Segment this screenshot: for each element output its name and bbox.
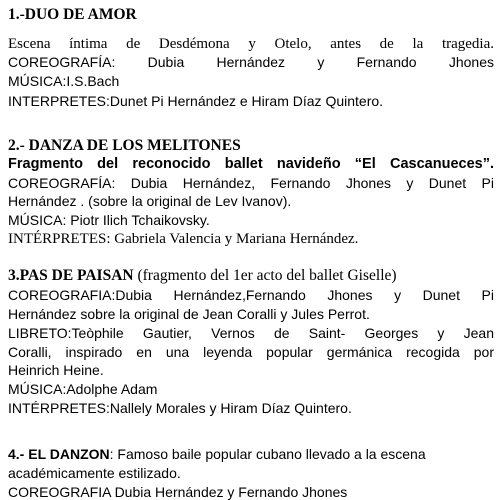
section-2-choreography: COREOGRAFÍA: Dubia Hernández, Fernando Jhones y Dunet Pi <box>8 175 494 191</box>
section-3-libretto-cont: Coralli, inspirado en una leyenda popular germánica recogida por <box>8 344 494 360</box>
section-3-choreography-cont: Hernández sobre la original de Jean Coralli y Jules Perrot. <box>8 306 370 322</box>
section-2-choreography-cont: Hernández . (sobre la original de Lev Ivanov). <box>8 193 292 209</box>
section-3-heading-note: (fragmento del 1er acto del ballet Giselle) <box>133 267 397 284</box>
section-3-choreography: COREOGRAFIA:Dubia Hernández,Fernando Jhones y Dunet Pi <box>8 287 494 303</box>
program-page <box>8 0 494 500</box>
section-2-music: MÚSICA: Piotr Ilich Tchaikovsky. <box>8 212 210 228</box>
section-2-performers: INTÉRPRETES: Gabriela Valencia y Mariana Hernández. <box>8 231 359 247</box>
section-2-heading: 2.- DANZA DE LOS MELITONES <box>8 137 241 154</box>
section-4-choreography: COREOGRAFIA Dubia Hernández y Fernando Jhones <box>8 484 348 500</box>
section-3-title: 3.PAS DE PAISAN <box>8 267 134 284</box>
section-3-heading <box>8 267 494 285</box>
section-1-choreography: COREOGRAFÍA: Dubia Hernández y Fernando Jhones <box>8 54 494 70</box>
section-3-libretto-end: Heinrich Heine. <box>8 362 104 378</box>
section-3-libretto: LIBRETO:Teòphile Gautier, Vernos de Saint- Georges y Jean <box>8 325 494 341</box>
section-1-performers: INTERPRETES:Dunet Pi Hernández e Hiram Díaz Quintero. <box>8 93 384 109</box>
section-4-heading <box>8 445 494 463</box>
section-3-music: MÚSICA:Adolphe Adam <box>8 381 158 397</box>
section-1-music: MÚSICA:I.S.Bach <box>8 73 120 89</box>
section-4-title: 4.- EL DANZON <box>8 446 110 462</box>
section-4-description-cont: académicamente estilizado. <box>8 465 181 481</box>
section-2-subheading: Fragmento del reconocido ballet navideño “El Cascanueces”. <box>8 156 494 172</box>
section-1-heading: 1.-DUO DE AMOR <box>8 6 137 23</box>
section-1-description: Escena íntima de Desdémona y Otelo, antes de la tragedia. <box>8 36 494 52</box>
section-4-heading-note: : Famoso baile popular cubano llevado a la escena <box>109 446 426 462</box>
section-3-performers: INTÉRPRETES:Nallely Morales y Hiram Díaz Quintero. <box>8 400 352 416</box>
